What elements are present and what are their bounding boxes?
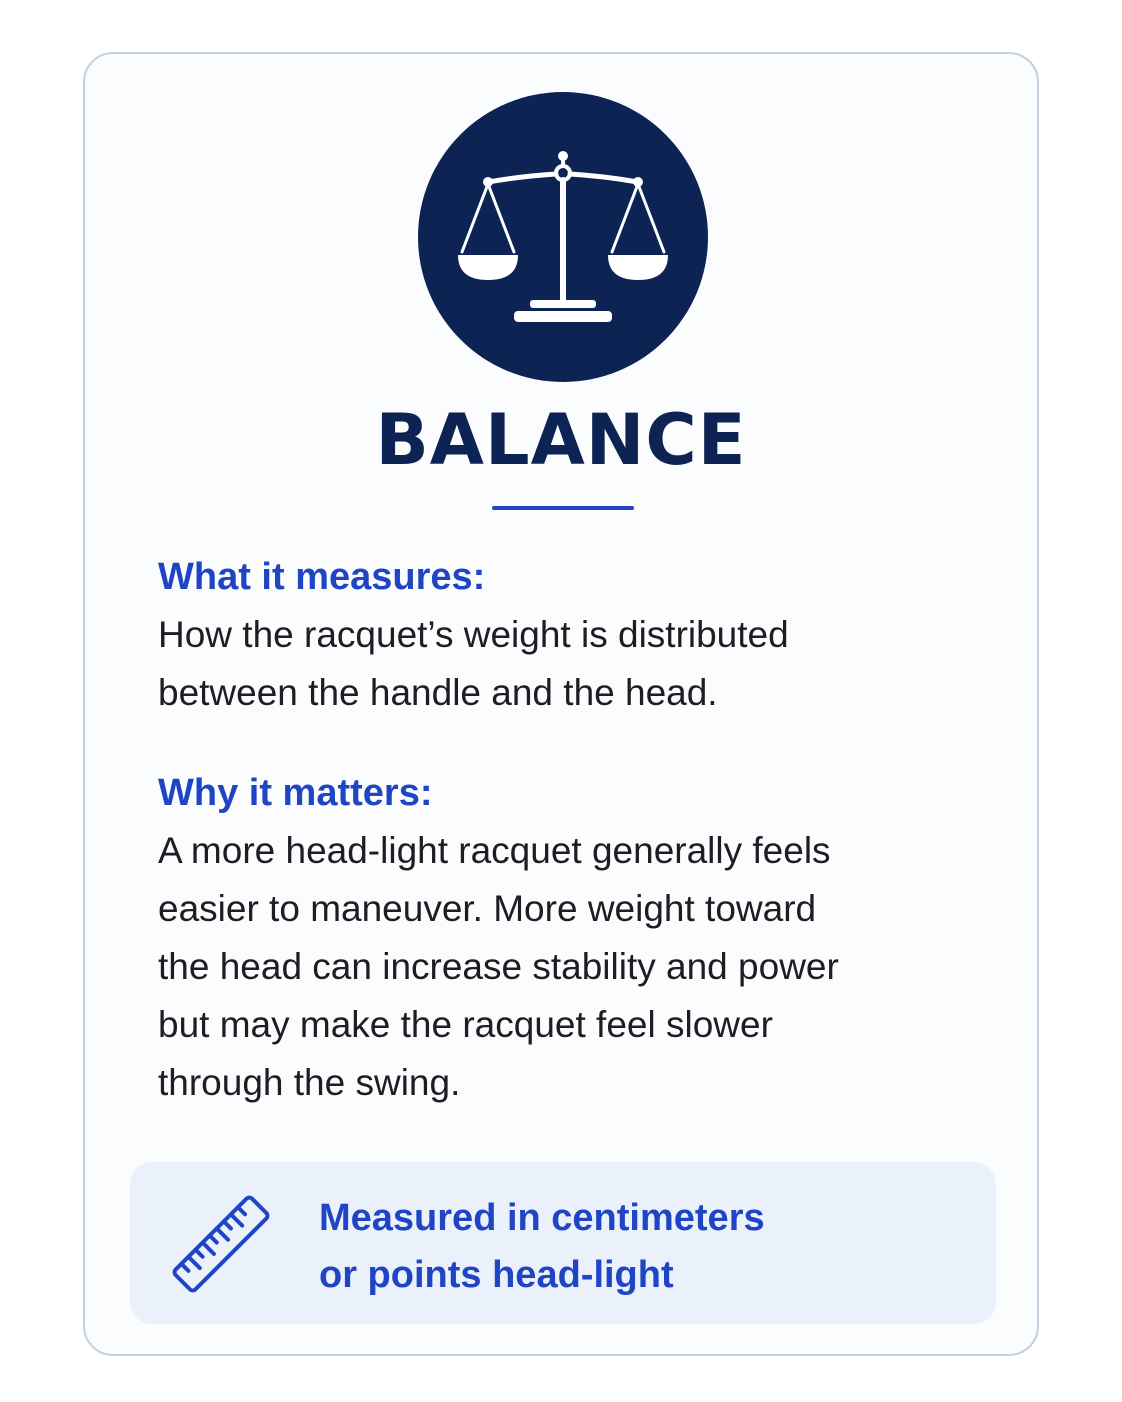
card-title: BALANCE xyxy=(375,399,747,481)
note-line: Measured in centimeters xyxy=(319,1197,765,1239)
body-line: but may make the racquet feel slower xyxy=(158,1004,773,1045)
ruler-icon xyxy=(163,1186,279,1302)
scales-of-justice-icon xyxy=(418,92,708,382)
section-heading: What it measures: xyxy=(158,556,486,598)
why-it-matters-section xyxy=(158,770,958,1112)
body-line: easier to maneuver. More weight toward xyxy=(158,888,817,929)
measurement-note xyxy=(130,1162,996,1324)
what-it-measures-section xyxy=(158,554,958,722)
body-line: A more head-light racquet generally feels xyxy=(158,830,831,871)
balance-icon-badge xyxy=(418,92,708,382)
section-body xyxy=(158,822,958,1112)
body-line: the head can increase stability and power xyxy=(158,946,839,987)
body-line: How the racquet’s weight is distributed xyxy=(158,614,789,655)
title-divider xyxy=(492,506,634,510)
section-heading: Why it matters: xyxy=(158,772,433,814)
body-line: between the handle and the head. xyxy=(158,672,718,713)
section-body xyxy=(158,606,958,722)
body-line: through the swing. xyxy=(158,1062,461,1103)
note-text xyxy=(319,1190,765,1304)
note-line: or points head-light xyxy=(319,1254,674,1296)
balance-card xyxy=(83,52,1039,1356)
